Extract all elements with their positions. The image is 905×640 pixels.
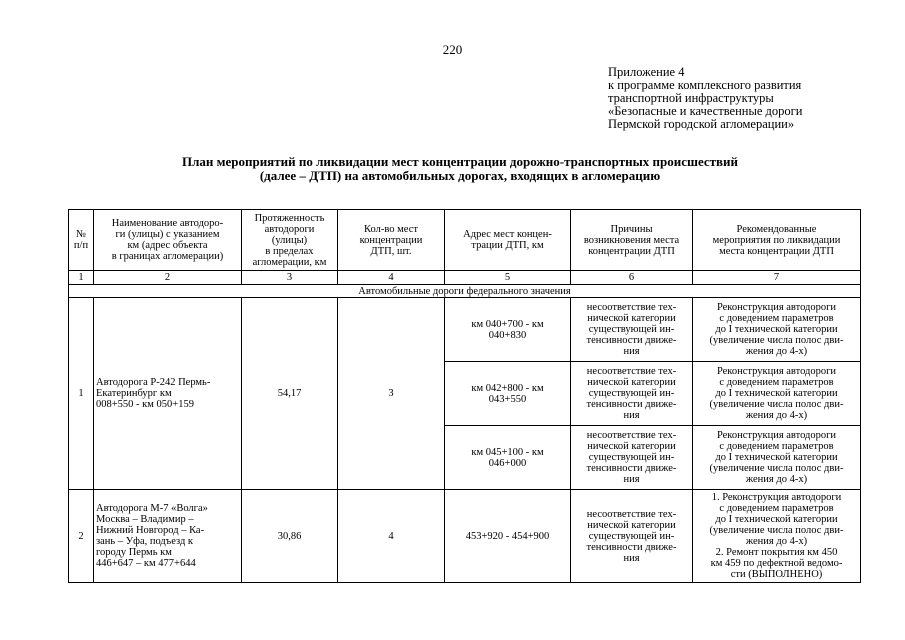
cell-line: 008+550 - км 050+159 [96,399,194,410]
cell-line: п/п [73,240,89,251]
cell-line: Екатеринбург км [96,388,172,399]
column-number: 5 [445,271,571,285]
cell-line: существующей ин- [588,530,675,542]
cell-line: с доведением параметров [719,313,834,324]
cell-line: Кол-во мест [364,223,418,235]
header-row [69,210,861,271]
cell-line: ния [623,552,640,564]
cell-line: до I технической категории [715,324,838,335]
cell-line: 2. Ремонт покрытия км 450 [715,547,838,558]
table-row [69,490,861,583]
site-address [445,490,571,583]
cell-line: Реконструкция автодороги [716,366,837,377]
header-cell [571,210,693,271]
cell-line: Рекомендованные [736,223,817,235]
appendix-line: Пермской городской агломерации» [608,117,795,131]
site-cause [571,426,693,490]
cell-line: до I технической категории [715,452,838,463]
cell-line: 046+000 [488,457,527,469]
site-measure [693,490,861,583]
cell-line: (увеличение числа полос дви- [709,399,844,410]
cell-line: городу Пермь км [96,547,172,558]
cell-line: км 042+800 - км [471,382,544,394]
road-length: 30,86 [242,490,338,583]
site-measure [693,298,861,362]
cell-line: с доведением параметров [719,441,834,452]
cell-line: жения до 4-х) [745,410,808,421]
cell-line: несоответствие тех- [586,508,677,520]
cell-line: км 459 по дефектной ведомо- [710,558,843,569]
cell-line: 446+647 – км 477+644 [96,558,196,569]
cell-line: несоответствие тех- [586,302,677,313]
cell-line: до I технической категории [715,388,838,399]
document-title [60,155,860,183]
cell-line: концентрации [359,234,423,246]
cell-line: ния [623,474,640,485]
cell-line: ДТП, шт. [370,245,412,257]
cell-line: жения до 4-х) [745,474,808,485]
cell-line: тенсивности движе- [586,335,677,346]
column-number: 7 [693,271,861,285]
cell-line: 040+830 [488,329,527,341]
cell-line: мероприятия по ликвидации [712,234,841,246]
cell-line: в пределах [265,245,314,257]
column-number: 2 [94,271,242,285]
column-number: 3 [242,271,338,285]
appendix-note [608,66,898,131]
cell-line: несоответствие тех- [586,366,677,377]
cell-line: Протяженность [254,212,325,224]
site-cause [571,362,693,426]
header-cell [445,210,571,271]
cell-line: Реконструкция автодороги [716,430,837,441]
column-number: 6 [571,271,693,285]
cell-line: (улицы) [271,234,308,246]
road-length: 54,17 [242,298,338,490]
cell-line: 1. Реконструкция автодороги [711,492,842,503]
cell-line: жения до 4-х) [745,346,808,357]
cell-line: места концентрации ДТП [719,245,834,257]
cell-line: тенсивности движе- [586,399,677,410]
cell-line: Наименование автодоро- [111,218,224,229]
site-measure [693,426,861,490]
appendix-line: «Безопасные и качественные дороги [608,104,803,118]
cell-line: Москва – Владимир – [96,514,194,525]
appendix-line: Приложение 4 [608,65,685,79]
cell-line: Автодорога Р-242 Пермь- [96,377,211,388]
cell-line: (увеличение числа полос дви- [709,525,844,536]
cell-line: нической категории [587,519,676,531]
appendix-line: к программе комплексного развития [608,78,802,92]
cell-line: существующей ин- [588,324,675,335]
cell-line: в границах агломерации) [111,251,224,262]
header-cell [693,210,861,271]
cell-line: сти (ВЫПОЛНЕНО) [730,569,823,580]
cell-line: ги (улицы) с указанием [115,229,220,240]
cell-line: нической категории [587,377,676,388]
cell-line: с доведением параметров [719,377,834,388]
cell-line: № [75,229,87,240]
row-number: 1 [69,298,94,490]
cell-line: Нижний Новгород – Ка- [96,525,205,536]
road-name [94,298,242,490]
site-address [445,362,571,426]
cell-line: тенсивности движе- [586,541,677,553]
section-row [69,285,861,298]
site-address [445,426,571,490]
cell-line: возникновения места [583,234,680,246]
cell-line: (увеличение числа полос дви- [709,463,844,474]
cell-line: существующей ин- [588,452,675,463]
measures-table [68,209,861,583]
cell-line: несоответствие тех- [586,430,677,441]
cell-line: (увеличение числа полос дви- [709,335,844,346]
table-row [69,298,861,362]
site-address [445,298,571,362]
header-cell [338,210,445,271]
cell-line: трации ДТП, км [471,240,544,251]
cell-line: 453+920 - 454+900 [465,530,550,542]
cell-line: ния [623,346,640,357]
cell-line: жения до 4-х) [745,536,808,547]
cell-line: 043+550 [488,393,527,405]
header-cell [242,210,338,271]
site-cause [571,298,693,362]
cell-line: автодороги [264,223,315,235]
cell-line: Адрес мест концен- [463,229,552,240]
column-number: 4 [338,271,445,285]
cell-line: км 040+700 - км [471,318,544,330]
cell-line: ния [623,410,640,421]
cell-line: с доведением параметров [719,503,834,514]
site-cause [571,490,693,583]
column-number: 1 [69,271,94,285]
cell-line: зань – Уфа, подъезд к [96,536,194,547]
appendix-line: транспортной инфраструктуры [608,91,774,105]
cell-line: нической категории [587,441,676,452]
header-cell [69,210,94,271]
cell-line: тенсивности движе- [586,463,677,474]
cell-line: Причины [610,223,653,235]
cell-line: до I технической категории [715,514,838,525]
title-line: План мероприятий по ликвидации мест концентрации дорожно-транспортных происшествий [181,154,739,169]
cell-line: существующей ин- [588,388,675,399]
cell-line: концентрации ДТП [588,245,675,257]
header-cell [94,210,242,271]
page-number: 220 [442,42,463,57]
cell-line: км 045+100 - км [471,446,544,458]
cell-line: нической категории [587,313,676,324]
site-count: 3 [338,298,445,490]
cell-line: Автодорога М-7 «Волга» [96,503,208,514]
title-line: (далее – ДТП) на автомобильных дорогах, входящих в агломерацию [259,168,661,183]
site-measure [693,362,861,426]
road-name [94,490,242,583]
cell-line: агломерации, км [252,256,327,268]
column-number-row [69,271,861,285]
site-count: 4 [338,490,445,583]
row-number: 2 [69,490,94,583]
section-title: Автомобильные дороги федерального значения [69,285,861,298]
cell-line: Реконструкция автодороги [716,302,837,313]
cell-line: км (адрес объекта [127,240,208,251]
